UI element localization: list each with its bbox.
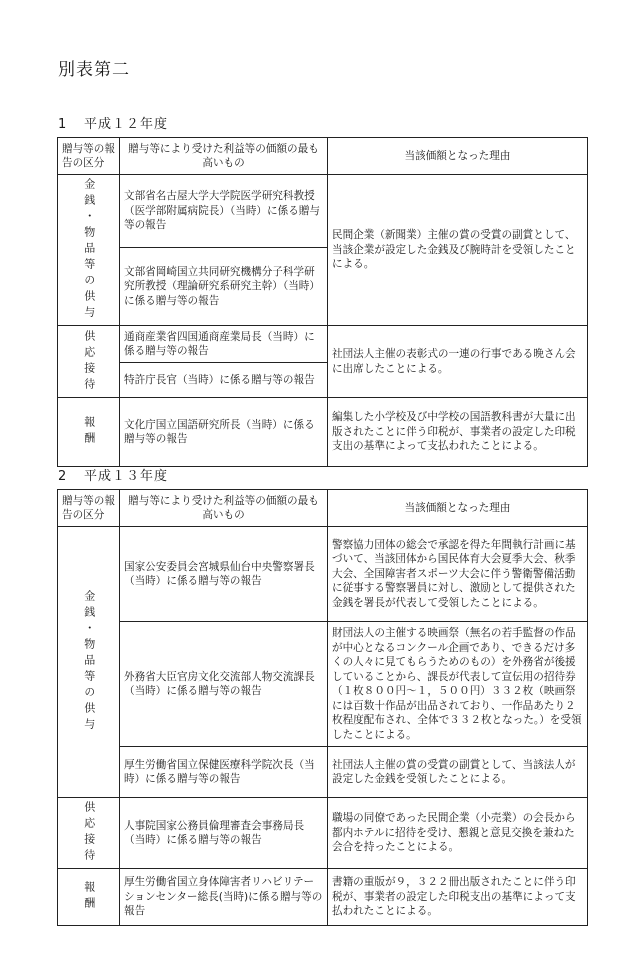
reason-cell: 編集した小学校及び中学校の国語教科書が大量に出版されたことに伴う印税が、事業者の設定した印税支出の基準によって支払われたことによる。 — [328, 398, 588, 467]
reason-cell: 書籍の重版が９，３２２冊出版されたことに伴う印税が、事業者の設定した印税支出の基準によって支払われたことによる。 — [328, 869, 588, 926]
benefit-cell: 文部省名古屋大学大学院医学研究科教授（医学部附属病院長）（当時）に係る贈与等の報告 — [120, 175, 328, 248]
category-cell: 金銭・物品等の供与 — [58, 175, 120, 326]
table-row — [58, 747, 588, 798]
category-cell: 供応接待 — [58, 798, 120, 869]
table-header-row — [58, 138, 588, 175]
table-row — [58, 175, 588, 248]
category-cell: 報酬 — [58, 869, 120, 926]
section-heading-1 — [58, 113, 168, 132]
reason-cell: 民間企業（新聞業）主催の賞の受賞の副賞として、当該企業が設定した金銭及び腕時計を受領したことによる。 — [328, 175, 588, 326]
benefit-cell: 文部省岡崎国立共同研究機構分子科学研究所教授（理論研究系研究主幹）（当時）に係る贈与等の報告 — [120, 248, 328, 326]
reason-cell: 職場の同僚であった民間企業（小売業）の会長から都内ホテルに招待を受け、懇親と意見交換を兼ねた会合を持ったことによる。 — [328, 798, 588, 869]
table-row — [58, 326, 588, 363]
reason-cell: 社団法人主催の表彰式の一連の行事である晩さん会に出席したことによる。 — [328, 326, 588, 398]
header-benefit: 贈与等により受けた利益等の価額の最も高いもの — [120, 490, 328, 527]
benefit-cell: 厚生労働省国立身体障害者リハビリテーションセンター総長(当時)に係る贈与等の報告 — [120, 869, 328, 926]
category-cell: 供応接待 — [58, 326, 120, 398]
table-row — [58, 622, 588, 747]
header-reason: 当該価額となった理由 — [328, 490, 588, 527]
section-label: 平成１３年度 — [84, 469, 169, 484]
category-cell: 報酬 — [58, 398, 120, 467]
benefit-cell: 国家公安委員会宮城県仙台中央警察署長（当時）に係る贈与等の報告 — [120, 527, 328, 622]
table-header-row — [58, 490, 588, 527]
category-cell: 金銭・物品等の供与 — [58, 527, 120, 798]
header-category: 贈与等の報告の区分 — [58, 138, 120, 175]
header-reason: 当該価額となった理由 — [328, 138, 588, 175]
benefit-cell: 通商産業省四国通商産業局長（当時）に係る贈与等の報告 — [120, 326, 328, 363]
reason-cell: 社団法人主催の賞の受賞の副賞として、当該法人が設定した金銭を受領したことによる。 — [328, 747, 588, 798]
table-row — [58, 527, 588, 622]
award-table-fy12 — [57, 137, 588, 467]
table-row — [58, 398, 588, 467]
section-number: 2 — [58, 469, 68, 484]
benefit-cell: 文化庁国立国語研究所長（当時）に係る贈与等の報告 — [120, 398, 328, 467]
benefit-cell: 厚生労働省国立保健医療科学院次長（当時）に係る贈与等の報告 — [120, 747, 328, 798]
header-benefit: 贈与等により受けた利益等の価額の最も高いもの — [120, 138, 328, 175]
page-title: 別表第二 — [58, 60, 130, 80]
benefit-cell: 外務省大臣官房文化交流部人物交流課長（当時）に係る贈与等の報告 — [120, 622, 328, 747]
section-heading-2 — [58, 465, 168, 484]
section-number: 1 — [58, 117, 68, 132]
table-row — [58, 869, 588, 926]
header-category: 贈与等の報告の区分 — [58, 490, 120, 527]
award-table-fy13 — [57, 489, 588, 926]
benefit-cell: 特許庁長官（当時）に係る贈与等の報告 — [120, 363, 328, 398]
reason-cell: 財団法人の主催する映画祭（無名の若手監督の作品が中心となるコンクール企画であり、できるだけ多くの人々に見てもらうためのもの）を外務省が後援していることから、課長が代表して宣伝用の招待券（１枚８００円～１，５００円）３３２枚（映画祭には百数十作品が出品されており、一作品あたり２枚程度配布され、全体で３３２枚となった。）を受領したことによる。 — [328, 622, 588, 747]
section-label: 平成１２年度 — [84, 117, 169, 132]
reason-cell: 警察協力団体の総会で承認を得た年間執行計画に基づいて、当該団体から国民体育大会夏季大会、秋季大会、全国障害者スポーツ大会に伴う警衛警備活動に従事する警察署員に対し、激励として提供された金銭を署長が代表して受領したことによる。 — [328, 527, 588, 622]
table-row — [58, 798, 588, 869]
benefit-cell: 人事院国家公務員倫理審査会事務局長（当時）に係る贈与等の報告 — [120, 798, 328, 869]
